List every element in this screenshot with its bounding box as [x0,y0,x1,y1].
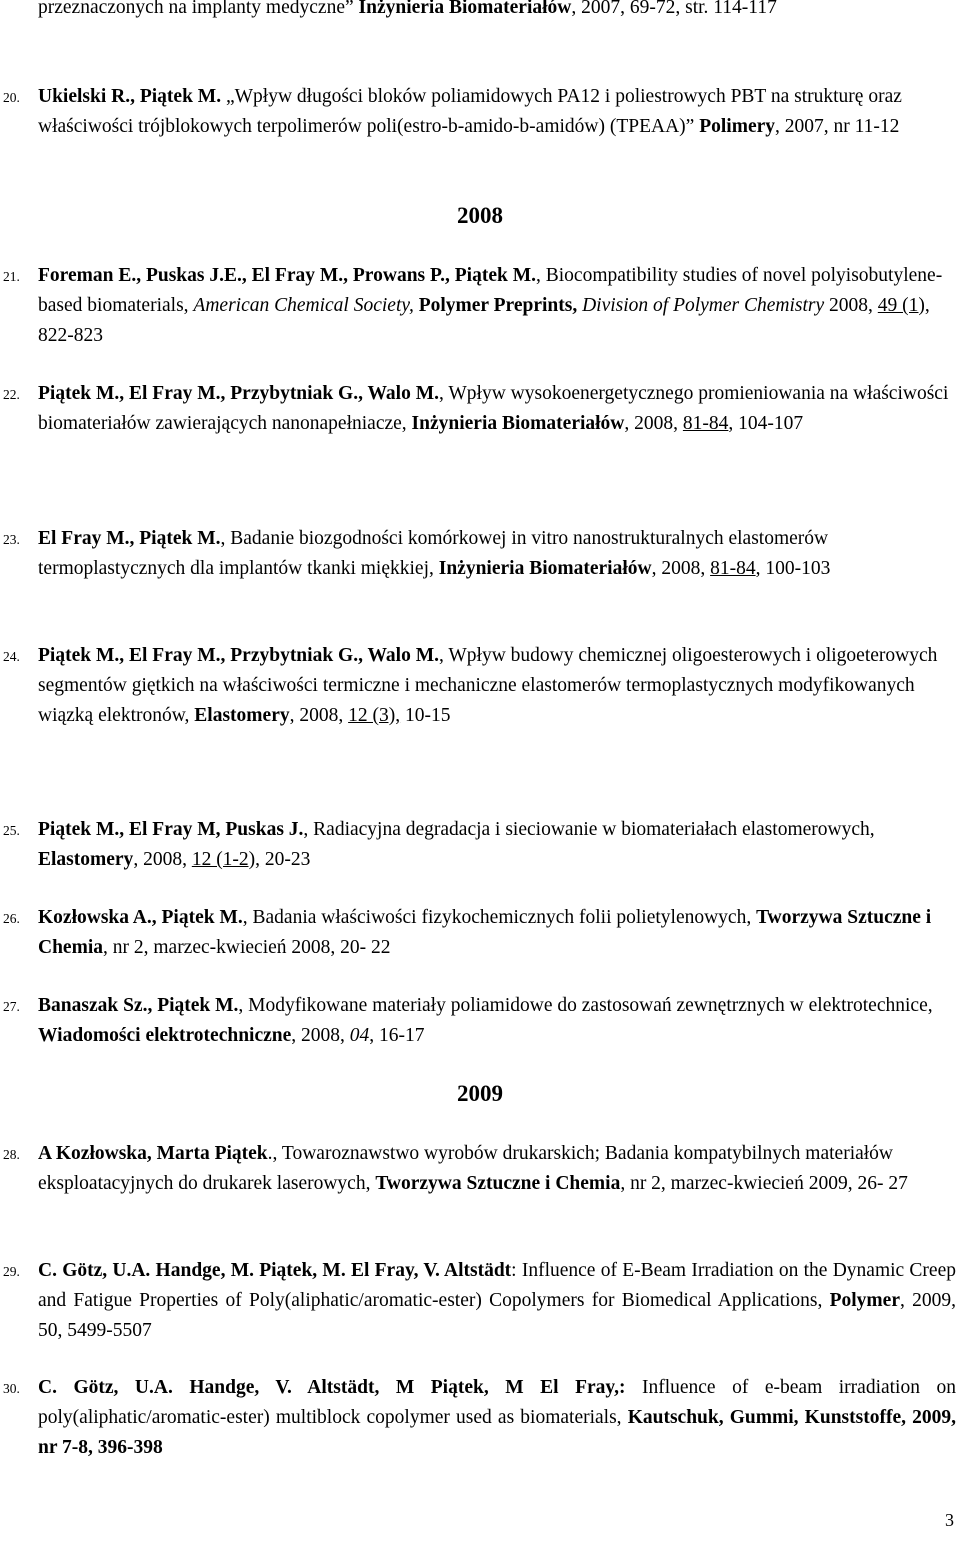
reference-text: , nr 2, marzec-kwiecień 2009, 26- 27 [620,1173,908,1194]
reference-text: , 2008, [291,1025,350,1046]
reference-text: Influence of e-beam irradiation on poly(aliphatic/aromatic-ester) multiblock copolymer used as biomaterials, [38,1377,956,1428]
reference-authors: Foreman E., Puskas J.E., El Fray M., Prowans P., Piątek M. [38,265,536,286]
reference-text: , Radiacyjna degradacja i sieciowanie w biomateriałach elastomerowych, [303,819,875,840]
reference-text: 2008, [824,295,878,316]
page-number: 3 [945,1510,954,1530]
reference-text: , Modyfikowane materiały poliamidowe do zastosowań zewnętrznych w elektrotechnice, [238,995,933,1016]
reference-text: , Badanie biozgodności komórkowej in vitro nanostrukturalnych elastomerów termoplastycznych dla implantów tkanki miękkiej, [38,528,829,579]
reference-text: : Influence of E-Beam Irradiation on the Dynamic Creep and Fatigue Properties of Poly(aliphatic/aromatic-ester) Copolymers for Biomedical Applications, [38,1260,956,1311]
reference-authors: A Kozłowska, Marta Piątek [38,1143,268,1164]
reference-authors: Ukielski R., Piątek M. [38,86,222,107]
year-heading-2009: 2009 [457,1081,503,1106]
reference-authors: Kozłowska A., Piątek M. [38,907,243,928]
reference-number: 25. [3,823,20,838]
reference-entry-25 [3,815,956,875]
reference-entry-30 [3,1373,956,1463]
reference-entry-26 [3,903,956,963]
reference-journal: Polymer Preprints, [418,295,578,316]
reference-number: 26. [3,911,20,926]
reference-authors: Banaszak Sz., Piątek M. [38,995,239,1016]
reference-text: , 2008, [624,413,683,434]
reference-volume: 49 (1), [877,295,930,316]
reference-text: 20-23 [260,849,311,870]
reference-text: , 104-107 [728,413,804,434]
reference-text: ., Towaroznawstwo wyrobów drukarskich; Badania kompatybilnych materiałów eksploatacyjnych do drukarek laserowych, [38,1143,894,1194]
reference-entry-24 [3,641,956,731]
reference-text: , 2008, [133,849,192,870]
reference-text: , 100-103 [755,558,831,579]
reference-authors: Piątek M., El Fray M., Przybytniak G., Walo M. [38,645,439,666]
reference-text: , Wpływ budowy chemicznej oligoesterowych i oligoeterowych segmentów giętkich na właściwości termiczne i mechaniczne elastomerów termoplastycznych modyfikowanych wiązką elektronów, [38,645,938,726]
reference-journal: Inżynieria Biomateriałów [438,558,652,579]
reference-authors: C. Götz, U.A. Handge, V. Altstädt, M Piątek, M El Fray,: [38,1377,626,1398]
reference-entry-22 [3,379,956,439]
reference-number: 29. [3,1264,20,1279]
reference-number: 20. [3,90,20,105]
reference-text: , Badania właściwości fizykochemicznych folii polietylenowych, [242,907,757,928]
reference-volume: 81-84 [710,558,756,579]
reference-text: , 2007, 69-72, str. 114-117 [571,0,777,18]
reference-number: 30. [3,1381,20,1396]
reference-entry-20 [3,82,956,142]
reference-authors: Piątek M., El Fray M., Przybytniak G., Walo M. [38,383,439,404]
reference-number: 24. [3,649,20,664]
reference-text: przeznaczonych na implanty medyczne” [38,0,359,18]
reference-volume: 12 (1-2), [191,849,261,870]
reference-issue: 04 [349,1025,370,1046]
reference-text: , 2007, nr 11-12 [775,116,900,137]
reference-entry-28 [3,1139,956,1199]
reference-journal: Inżynieria Biomateriałów [411,413,625,434]
reference-entry-27 [3,991,956,1051]
reference-text: , 2009, 50, 5499-5507 [38,1290,957,1341]
reference-journal: Tworzywa Sztuczne i Chemia [375,1173,621,1194]
reference-journal: Elastomery [194,705,290,726]
reference-volume: 81-84 [682,413,729,434]
reference-text: , Wpływ wysokoenergetycznego promieniowania na właściwości biomateriałów zawierających nanonapełniacze, [38,383,949,434]
reference-journal: Kautschuk, Gummi, Kunststoffe, 2009, nr 7-8, 396-398 [38,1407,956,1458]
reference-continuation [38,0,956,23]
reference-journal: Polimery [699,116,776,137]
reference-publisher: American Chemical Society, [193,295,414,316]
reference-entry-23 [3,524,956,584]
reference-journal: Wiadomości elektrotechniczne [38,1025,292,1046]
reference-text: 10-15 [400,705,451,726]
reference-journal: Inżynieria Biomateriałów [358,0,572,18]
reference-number: 22. [3,387,20,402]
reference-authors: El Fray M., Piątek M. [38,528,221,549]
reference-text: , 2008, [289,705,349,726]
reference-journal: Polymer [829,1290,900,1311]
reference-number: 28. [3,1147,20,1162]
reference-text: , Biocompatibility studies of novel polyisobutylene-based biomaterials, [38,265,943,316]
reference-entry-21 [3,261,956,351]
reference-text: , 16-17 [369,1025,425,1046]
reference-authors: C. Götz, U.A. Handge, M. Piątek, M. El Fray, V. Altstädt [38,1260,512,1281]
reference-number: 23. [3,532,20,547]
reference-number: 27. [3,999,20,1014]
reference-journal: Tworzywa Sztuczne i Chemia [38,907,932,958]
year-heading-2008: 2008 [457,203,503,228]
reference-text: 822-823 [38,325,103,346]
reference-text: „Wpływ długości bloków poliamidowych PA12 i poliestrowych PBT na strukturę oraz właściwości trójblokowych terpolimerów poli(estro-b-amido-b-amidów) (TPEAA)” [38,86,902,137]
reference-division: Division of Polymer Chemistry [582,295,825,316]
reference-text: , 2008, [651,558,711,579]
reference-volume: 12 (3), [348,705,401,726]
reference-journal: Elastomery [38,849,134,870]
reference-entry-29 [3,1256,957,1346]
reference-number: 21. [3,269,20,284]
reference-authors: Piątek M., El Fray M, Puskas J. [38,819,304,840]
reference-text: , nr 2, marzec-kwiecień 2008, 20- 22 [103,937,391,958]
